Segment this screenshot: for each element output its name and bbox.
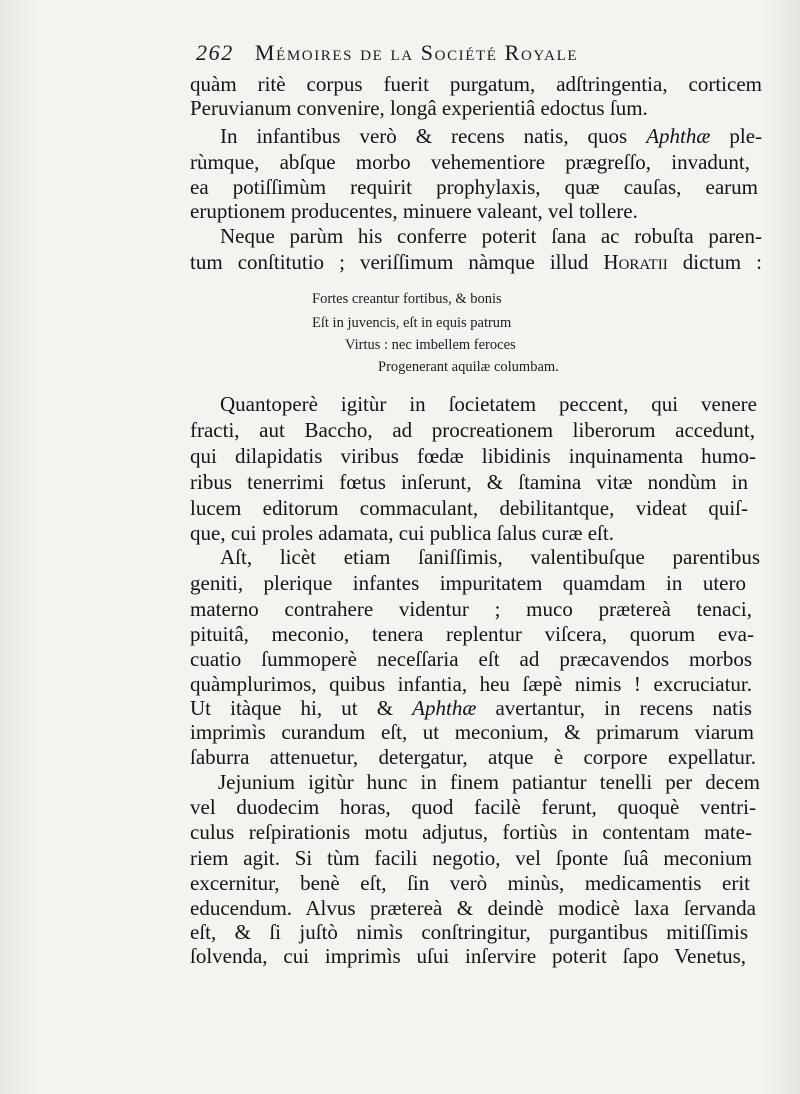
text-line: quàmplurimos, quibus infantia, heu ſæpè nimis ! excruciatur. — [190, 672, 752, 696]
text-line: ſaburra attenuetur, detergatur, atque è corpore expellatur. — [190, 745, 756, 769]
text-line — [220, 124, 762, 148]
text-line — [190, 696, 752, 720]
text-line: riem agit. Si tùm facili negotio, vel ſponte ſuâ meconium — [190, 846, 752, 870]
text-line: Jejunium igitùr hunc in finem patiantur tenelli per decem — [218, 770, 760, 794]
text-line: cuatio ſummoperè neceſſaria eſt ad præcavendos morbos — [190, 647, 752, 671]
text-line: eruptionem producentes, minuere valeant, vel tollere. — [190, 199, 638, 223]
italic-term: Aphthæ — [646, 124, 711, 148]
verse-line: Progenerant aquilæ columbam. — [378, 359, 559, 375]
text-line: Neque parùm his conferre poterit ſana ac robuſta paren- — [220, 224, 762, 248]
verse-line: Fortes creantur fortibus, & bonis — [312, 291, 502, 307]
text-span: tum conſtitutio ; veriſſimum nàmque illud — [190, 250, 604, 274]
text-line: quàm ritè corpus fuerit purgatum, adſtringentia, corticem — [190, 72, 762, 96]
text-line: culus reſpirationis motu adjutus, fortiùs in contentam mate- — [190, 820, 752, 844]
text-line: excernitur, benè eſt, ſin verò minùs, medicamentis erit — [190, 871, 750, 895]
text-span: Ut itàque hi, ut & — [190, 696, 413, 720]
text-line: eſt, & ſi juſtò nimìs conſtringitur, purgantibus mitiſſimis — [190, 920, 748, 944]
author-name: Horatii — [603, 250, 668, 274]
running-title: Mémoires de la Société Royale — [254, 40, 579, 65]
verse-line: Virtus : nec imbellem feroces — [345, 337, 516, 353]
text-span: dictum : — [667, 250, 762, 274]
text-line: pituitâ, meconio, tenera replentur viſcera, quorum eva- — [190, 622, 754, 646]
text-line: fracti, aut Baccho, ad procreationem liberorum accedunt, — [190, 418, 755, 442]
text-line: ſolvenda, cui imprimìs uſui inſervire poterit ſapo Venetus, — [190, 944, 746, 968]
text-line: vel duodecim horas, quod facilè ferunt, quoquè ventri- — [190, 795, 756, 819]
text-line: que, cui proles adamata, cui publica ſalus curæ eſt. — [190, 521, 614, 545]
text-line: rùmque, abſque morbo vehementiore prægreſſo, invadunt, — [190, 150, 750, 174]
text-line: Aſt, licèt etiam ſaniſſimis, valentibuſque parentibus — [220, 545, 760, 569]
text-line: educendum. Alvus prætereà & deindè modicè laxa ſervanda — [190, 896, 756, 920]
text-line — [190, 250, 762, 274]
text-span: In infantibus verò & recens natis, quos — [220, 124, 647, 148]
text-line: ea potiſſimùm requirit prophylaxis, quæ cauſas, earum — [190, 175, 758, 199]
text-line: ribus tenerrimi fœtus inſerunt, & ſtamina vitæ nondùm in — [190, 470, 748, 494]
text-span: ple- — [710, 124, 763, 148]
italic-term: Aphthæ — [412, 696, 477, 720]
text-line: Quantoperè igitùr in ſocietatem peccent, qui venere — [220, 392, 757, 416]
text-line: imprimìs curandum eſt, ut meconium, & primarum viarum — [190, 720, 754, 744]
text-line: geniti, plerique infantes impuritatem quamdam in utero — [190, 571, 746, 595]
running-header — [196, 40, 766, 66]
page-number: 262 — [196, 40, 234, 65]
text-line: materno contrahere videntur ; muco prætereà tenaci, — [190, 597, 752, 621]
text-line: lucem editorum commaculant, debilitantque, videat quiſ- — [190, 496, 748, 520]
text-line: qui dilapidatis viribus fœdæ libidinis inquinamenta humo- — [190, 444, 756, 468]
text-line: Peruvianum convenire, longâ experientiâ edoctus ſum. — [190, 96, 648, 120]
verse-line: Eſt in juvencis, eſt in equis patrum — [312, 315, 512, 331]
text-span: avertantur, in recens natis — [476, 696, 752, 720]
